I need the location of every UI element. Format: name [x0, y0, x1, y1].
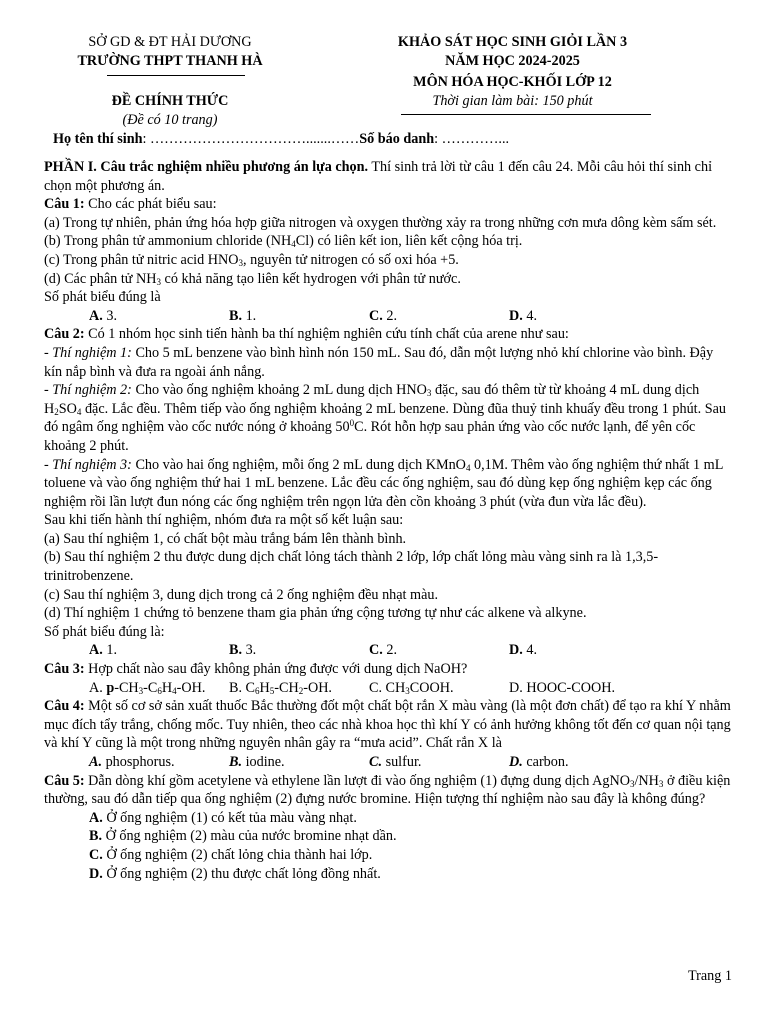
q2-e3-sub: 4 — [465, 462, 471, 473]
q4-option-b[interactable] — [229, 753, 369, 772]
q3-a-s1: 3 — [138, 685, 144, 696]
q3-c-t1: C. CH — [369, 679, 406, 696]
part1-description: Thí sinh trả lời từ câu 1 đến câu 24. Mỗi câu hỏi thí sinh chỉ chọn một phương án. — [44, 159, 713, 194]
subject-title: MÔN HÓA HỌC-KHỐI LỚP 12 — [413, 74, 612, 90]
q3-c-s1: 3 — [405, 685, 410, 696]
q5-option-c-text: Ở ống nghiệm (2) chất lỏng chia thành hai lớp. — [102, 846, 373, 863]
part1-intro — [44, 158, 734, 195]
q2-conclusion-a: (a) Sau thí nghiệm 1, có chất bột màu trắng bám lên thành bình. — [44, 530, 407, 547]
q1-option-a-key: A. — [89, 307, 103, 324]
q2-e2-sub2: 2 — [54, 406, 59, 417]
q2-experiment-2 — [44, 381, 734, 455]
q2-e2-sub3: 4 — [76, 406, 82, 417]
part1-title: PHẦN I. Câu trắc nghiệm nhiều phương án lựa chọn. — [44, 159, 369, 175]
q1-c-text-1: (c) Trong phân tử nitric acid HNO — [44, 251, 239, 268]
q5-option-b-text: Ở ống nghiệm (2) màu của nước bromine nhạt dần. — [102, 828, 397, 845]
q2-e2-text-d: đặc. Lắc đều. Thêm tiếp vào ống nghiệm khoảng 2 mL benzene. Dùng đũa thuỷ tinh khuấy đều trong 1 phút. Sau đó ngâm ống nghiệm vào cốc nước nóng ở khoảng 50 — [44, 400, 726, 436]
q4-option-b-text: iodine. — [242, 754, 285, 770]
q2-e2-text-c: SO — [58, 400, 77, 417]
time-underline — [401, 114, 651, 115]
q4-stem-text: Một số cơ sở sản xuất thuốc Bắc thường đốt một chất bột rắn X màu vàng (là một đơn chất) để tạo ra khí Y nhằm mục đích tẩy trắng, chống mốc. Tuy nhiên, theo các nhà khoa học thì khí Y có ảnh hưởng không tốt đến cơ quan nội tạng và khí Y cũng là một trong những nguyên nhân gây ra “mưa acid”. Chất rắn X là — [44, 698, 731, 752]
q2-conclusion-d: (d) Thí nghiệm 1 chứng tỏ benzene tham gia phản ứng cộng tương tự như các alkene và alkyne. — [44, 605, 587, 622]
q2-e3-text-b: 0,1M. Thêm vào ống nghiệm thứ nhất 1 mL toluene và vào ống nghiệm thứ hai 1 mL benzene. Lắc đều các ống nghiệm, sau đó dùng kẹp ống nghiệm kẹp các ống nghiệm rồi lần lượt đun nóng các ống nghiệm trên ngọn lửa đèn cồn khoảng 3 phút (vừa đun vừa lắc đều). — [44, 456, 723, 510]
q1-b-text-1: (b) Trong phân tử ammonium chloride (NH — [44, 233, 292, 250]
registration-number-dots: : …………... — [434, 131, 510, 147]
q3-options — [44, 679, 734, 698]
q2-option-d-key: D. — [509, 642, 523, 659]
q1-option-a[interactable] — [89, 307, 229, 326]
q2-option-d[interactable] — [509, 641, 649, 660]
q3-b-s1: 6 — [255, 685, 260, 696]
q1-statement-b — [44, 232, 734, 251]
q2-experiment-3 — [44, 456, 734, 512]
q3-a-t3: H — [161, 679, 173, 696]
candidate-info-line — [53, 130, 753, 149]
q4-option-a[interactable] — [89, 753, 229, 772]
q3-option-b[interactable] — [229, 679, 369, 698]
q3-c-t2: COOH. — [409, 679, 454, 696]
q2-stem — [44, 325, 734, 344]
q2-options — [44, 641, 734, 660]
q3-stem — [44, 660, 734, 679]
q1-ask: Số phát biểu đúng là — [44, 289, 161, 306]
q5-label: Câu 5: — [44, 772, 85, 789]
q1-option-b-text: 1. — [242, 307, 257, 324]
q1-label: Câu 1: — [44, 196, 85, 213]
q1-statement-a: (a) Trong tự nhiên, phản ứng hóa hợp giữa nitrogen và oxygen thường xảy ra trong những cơn mưa dông kèm sấm sét. — [44, 214, 717, 231]
q5-sub1: 3 — [629, 778, 635, 789]
exam-header — [0, 33, 768, 133]
q1-stem-text: Cho các phát biểu sau: — [84, 196, 217, 213]
q5-option-d[interactable] — [44, 865, 734, 884]
q3-b-s3: 2 — [298, 685, 304, 696]
q4-stem — [44, 697, 734, 753]
q4-option-c-text: sulfur. — [382, 754, 422, 770]
q3-a-t1: -CH — [114, 679, 139, 696]
q5-option-b-key: B. — [89, 828, 103, 845]
q1-statement-d — [44, 270, 734, 289]
q1-option-b[interactable] — [229, 307, 369, 326]
q1-options — [44, 307, 734, 326]
q2-e2-text-b: đặc, sau đó thêm từ từ khoảng 4 mL dung dịch H — [44, 382, 700, 417]
q2-option-b-text: 3. — [242, 642, 257, 659]
q1-option-c-key: C. — [369, 307, 383, 324]
q3-option-d[interactable] — [509, 679, 659, 698]
q3-b-t3: -CH — [274, 679, 299, 696]
page-count: (Đề có 10 trang) — [122, 112, 218, 128]
q2-option-d-text: 4. — [522, 642, 537, 659]
q5-stem-c: ở điều kiện thường, sau đó dẫn tiếp qua ống nghiệm (2) đựng nước bromine. Hiện tượng thí nghiệm nào sau đây là không đúng? — [44, 772, 731, 808]
q5-sub2: 3 — [658, 778, 664, 789]
q3-b-t4: -OH. — [303, 679, 332, 696]
q2-option-c-key: C. — [369, 642, 383, 659]
q4-option-d-text: carbon. — [522, 754, 569, 770]
time-limit: Thời gian làm bài: 150 phút — [432, 93, 593, 109]
q3-a-t4: -OH. — [176, 679, 206, 696]
candidate-name-dots: : …………………………….......…… — [142, 131, 360, 147]
q1-option-d[interactable] — [509, 307, 649, 326]
registration-number-label: Số báo danh — [359, 131, 435, 147]
q5-stem — [44, 772, 734, 809]
q5-option-c-key: C. — [89, 846, 103, 863]
q3-a-p: p — [106, 679, 115, 696]
q2-e2-sup: 0 — [349, 418, 355, 429]
q3-b-s2: 5 — [269, 685, 275, 696]
q2-option-b-key: B. — [229, 642, 243, 659]
exam-title: KHẢO SÁT HỌC SINH GIỎI LẦN 3 — [397, 34, 628, 50]
q2-option-b[interactable] — [229, 641, 369, 660]
candidate-name-label: Họ tên thí sinh — [53, 131, 143, 147]
q2-option-a-text: 1. — [102, 642, 117, 659]
school-year: NĂM HỌC 2024-2025 — [445, 53, 580, 69]
q2-after: Sau khi tiến hành thí nghiệm, nhóm đưa ra một số kết luận sau: — [44, 512, 404, 529]
q5-option-a[interactable] — [44, 809, 734, 828]
school-name: TRƯỜNG THPT THANH HÀ — [77, 53, 263, 69]
q2-e1-text: Cho 5 mL benzene vào bình hình nón 150 mL. Sau đó, dẫn một lượng nhỏ khí chlorine vào bình. Đậy kín nắp bình và đưa ra ngoài ánh nắng. — [44, 344, 714, 380]
q2-e2-label: - Thí nghiệm 2: — [44, 382, 132, 399]
q1-d-text-1: (d) Các phân tử NH — [44, 270, 157, 287]
exam-content — [44, 158, 734, 883]
q5-stem-b: /NH — [634, 772, 659, 789]
q5-option-d-key: D. — [89, 865, 103, 882]
q4-option-d-key: D. — [509, 754, 523, 770]
q3-a-key: A. — [89, 679, 107, 696]
q1-stem — [44, 195, 734, 214]
q2-e2-sub1: 3 — [426, 388, 432, 399]
page-number: Trang 1 — [687, 968, 732, 984]
q2-e1-label: - Thí nghiệm 1: — [44, 344, 132, 361]
q1-option-c[interactable] — [369, 307, 509, 326]
q4-option-a-key: A. — [89, 754, 103, 770]
q2-experiment-1 — [44, 344, 734, 381]
q2-e3-text-a: Cho vào hai ống nghiệm, mỗi ống 2 mL dung dịch KMnO — [131, 456, 466, 473]
q5-option-a-text: Ở ống nghiệm (1) có kết tủa màu vàng nhạt. — [102, 809, 357, 826]
q2-option-a-key: A. — [89, 642, 103, 659]
q2-option-a[interactable] — [89, 641, 229, 660]
q2-stem-text: Có 1 nhóm học sinh tiến hành ba thí nghiệm nghiên cứu tính chất của arene như sau: — [84, 326, 569, 343]
q2-option-c-text: 2. — [382, 642, 397, 659]
q2-option-c[interactable] — [369, 641, 509, 660]
q1-d-text-2: có khả năng tạo liên kết hydrogen với phân tử nước. — [161, 270, 461, 287]
q4-option-b-key: B. — [229, 754, 243, 770]
q5-option-a-key: A. — [89, 809, 103, 826]
q1-statement-c — [44, 251, 734, 270]
q2-ask: Số phát biểu đúng là: — [44, 623, 165, 640]
q5-option-c[interactable] — [44, 846, 734, 865]
department-name: SỞ GD & ĐT HẢI DƯƠNG — [88, 34, 252, 50]
q4-option-c[interactable] — [369, 753, 509, 772]
q1-d-sub: 3 — [156, 276, 161, 287]
q3-option-a[interactable] — [89, 679, 229, 698]
q4-option-a-text: phosphorus. — [102, 754, 175, 770]
q3-a-t2: -C — [143, 679, 158, 696]
q4-label: Câu 4: — [44, 698, 85, 715]
q2-conclusion-c: (c) Sau thí nghiệm 3, dung dịch trong cả 2 ống nghiệm đều nhạt màu. — [44, 586, 439, 603]
q1-option-b-key: B. — [229, 307, 243, 324]
q3-b-t2: H — [259, 679, 270, 696]
q1-option-a-text: 3. — [102, 307, 117, 324]
q1-option-d-text: 4. — [522, 307, 537, 324]
q3-a-s3: 4 — [172, 685, 177, 696]
q4-option-d[interactable] — [509, 753, 649, 772]
school-underline — [107, 75, 245, 76]
q4-options — [44, 753, 734, 772]
q1-c-sub: 3 — [238, 257, 243, 268]
q3-label: Câu 3: — [44, 661, 85, 678]
q5-option-d-text: Ở ống nghiệm (2) thu được chất lỏng đồng nhất. — [102, 865, 381, 882]
q3-a-s2: 6 — [157, 685, 162, 696]
q3-d-text: D. HOOC-COOH. — [509, 679, 616, 696]
q2-conclusion-b: (b) Sau thí nghiệm 2 thu được dung dịch chất lỏng tách thành 2 lớp, lớp chất lỏng màu vàng sinh ra là 1,3,5- trinitrobenzene. — [44, 549, 659, 585]
q1-option-d-key: D. — [509, 307, 523, 324]
q1-b-text-2: Cl) có liên kết ion, liên kết cộng hóa trị. — [295, 233, 523, 250]
q3-stem-text: Hợp chất nào sau đây không phản ứng được với dung dịch NaOH? — [84, 661, 468, 678]
official-label: ĐỀ CHÍNH THỨC — [111, 93, 229, 109]
q1-c-text-2: , nguyên tử nitrogen có số oxi hóa +5. — [242, 251, 459, 268]
q3-b-t1: B. C — [229, 679, 256, 696]
q5-stem-a: Dẫn dòng khí gồm acetylene và ethylene lần lượt đi vào ống nghiệm (1) đựng dung dịch AgNO — [84, 772, 630, 789]
q2-label: Câu 2: — [44, 326, 85, 343]
q2-e2-text-a: Cho vào ống nghiệm khoảng 2 mL dung dịch HNO — [131, 382, 427, 399]
q3-option-c[interactable] — [369, 679, 509, 698]
q4-option-c-key: C. — [369, 754, 383, 770]
q1-option-c-text: 2. — [382, 307, 397, 324]
q1-b-sub: 4 — [291, 239, 296, 250]
q5-option-b[interactable] — [44, 827, 734, 846]
q2-e2-text-e: C. Rót hỗn hợp sau phản ứng vào cốc nước lạnh, để yên cốc khoảng 2 phút. — [44, 419, 696, 454]
q2-e3-label: - Thí nghiệm 3: — [44, 456, 132, 473]
